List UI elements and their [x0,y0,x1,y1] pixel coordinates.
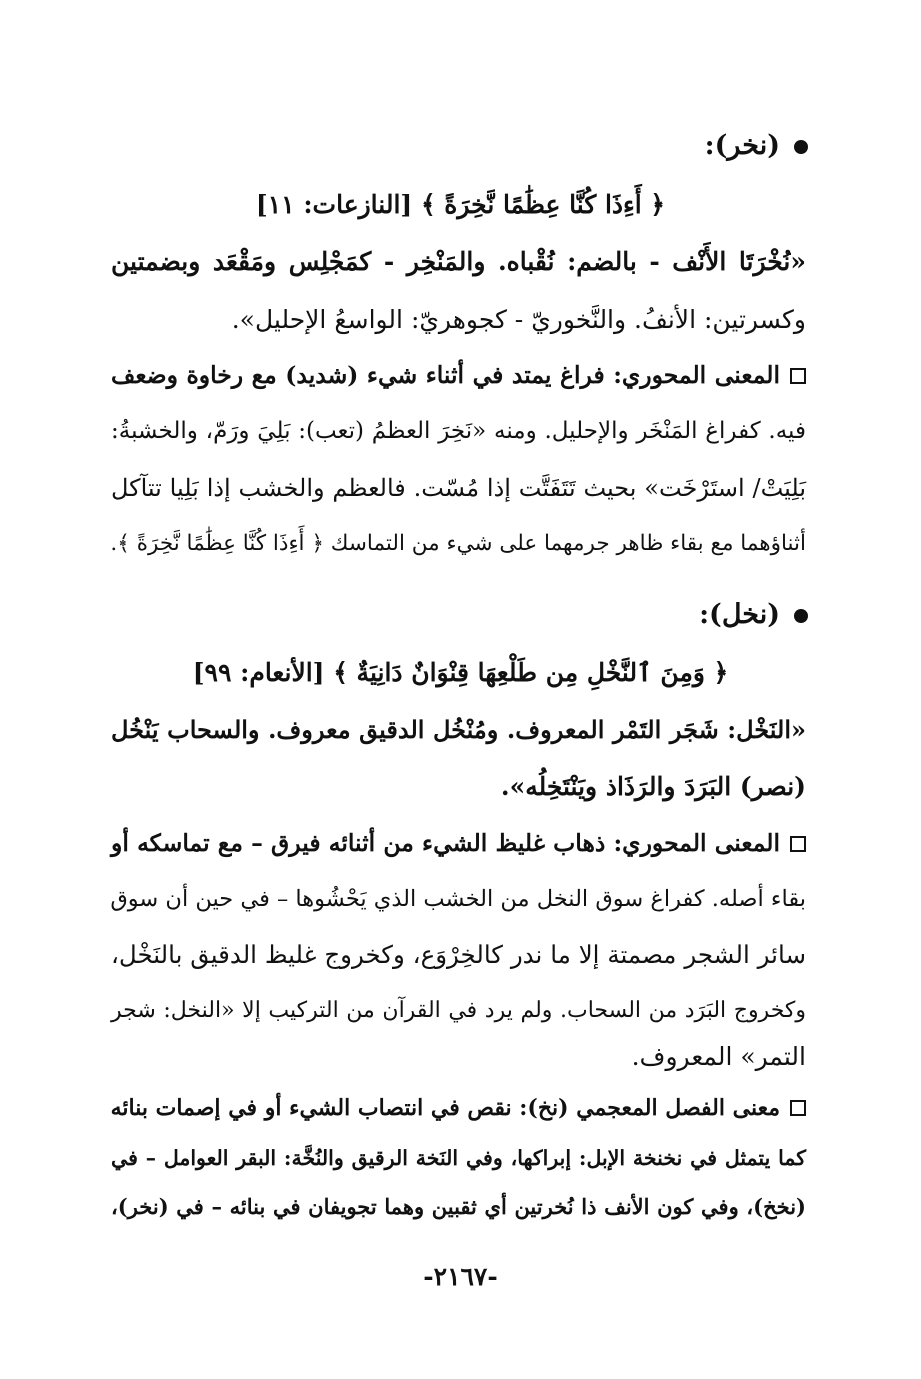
square-bullet-icon [790,1100,806,1116]
lexical-meaning-line: (نخخ)، وفي كون الأنف ذا نُخرتين أي ثقبين وهما تجويفان في بنائه – في (نخر)، [111,1194,806,1219]
bullet-icon [794,609,808,623]
core-meaning-line: بَلِيَتْ/ استَرْخَت» بحيث تَتَفَتَّت إذا مُسّت. فالعظم والخشب إذا بَلِيا تتآكل [111,474,806,502]
definition-line: (نصر) البَرَدَ والرَذَاذ ويَنْتَخِلُه». [500,772,806,801]
entry-heading-nakhala [699,597,808,633]
bullet-icon [794,140,808,154]
definition-line: وكسرتين: الأنفُ. والنَّخوريّ - كجوهريّ: الواسعُ الإحليل». [231,305,806,334]
page-number: -٢١٦٧- [423,1262,498,1291]
quran-verse-naziat: ﴿ أَءِذَا كُنَّا عِظَٰمًا نَّخِرَةً ﴾ [النازعات: ١١] [255,190,666,219]
core-meaning-line: التمر» المعروف. [631,1042,806,1071]
core-meaning-line: فيه. كفراغ المَنْخَر والإحليل. ومنه «نَخِرَ العظمُ (تعب): بَلِيَ ورَمّ، والخشبةُ: [111,418,806,444]
entry-heading-nakhara [705,128,808,164]
quran-verse-anam: ﴿ وَمِنَ ٱلنَّخْلِ مِن طَلْعِهَا قِنْوَانٌ دَانِيَةٌ ﴾ [الأنعام: ٩٩] [192,658,729,687]
square-bullet-icon [790,836,806,852]
lexical-meaning-line: معنى الفصل المعجمي (نخ): نقص في انتصاب الشيء أو في إصمات بنائه [111,1091,806,1125]
heading-text: (نخر): [704,130,780,161]
definition-line: «النَخْل: شَجَر التَمْر المعروف. ومُنْخُل الدقيق معروف. والسحاب يَنْخُل [111,715,806,744]
core-meaning-line: أثناؤهما مع بقاء ظاهر جرمهما على شيء من التماسك ﴿ أَءِذَا كُنَّا عِظَٰمًا نَّخِرَةً ﴾. [110,531,806,556]
core-meaning-line: المعنى المحوري: فراغ يمتد في أثناء شيء (شديد) مع رخاوة وضعف [111,358,806,392]
core-meaning-line: سائر الشجر مصمتة إلا ما ندر كالخِرْوَع، وكخروج غليظ الدقيق بالنَخْل، [111,940,806,969]
lexical-meaning-line: كما يتمثل في نخنخة الإبل: إبراكها، وفي النَخة الرقيق والنُخَّة: البقر العوامل – في [111,1146,806,1170]
core-meaning-line: المعنى المحوري: ذهاب غليظ الشيء من أثنائه فيرق – مع تماسكه أو [111,826,806,860]
heading-text: (نخل): [699,599,780,630]
definition-line: «نُخْرَتَا الأَنْف - بالضم: نُقْباه. والمَنْخِر - كمَجْلِس ومَقْعَد وبضمتين [111,247,806,276]
square-bullet-icon [790,368,806,384]
core-meaning-line: بقاء أصله. كفراغ سوق النخل من الخشب الذي يَحْشُوها – في حين أن سوق [110,886,806,912]
core-meaning-line: وكخروج البَرَد من السحاب. ولم يرد في القرآن من التركيب إلا «النخل: شجر [111,998,806,1023]
